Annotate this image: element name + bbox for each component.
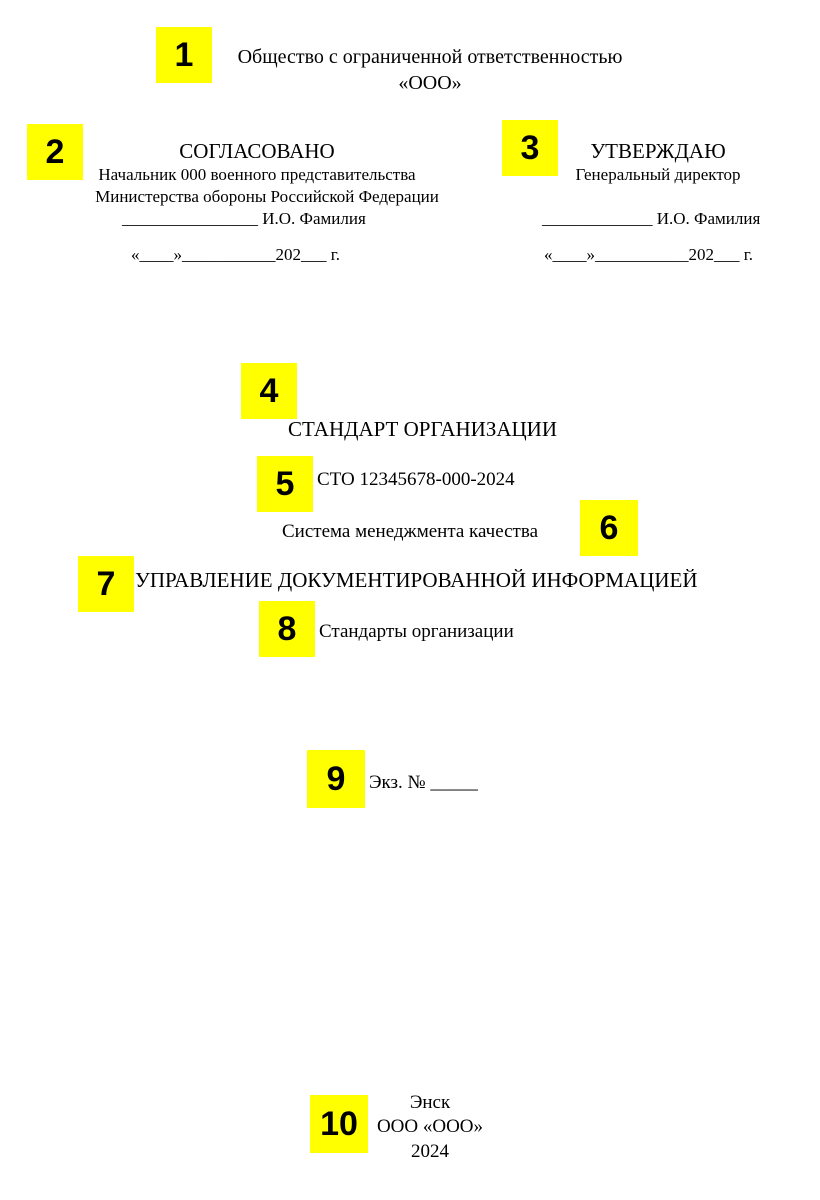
marker-2: 2 <box>27 124 83 180</box>
organization-name: Общество с ограниченной ответственностью <box>237 46 623 68</box>
marker-3: 3 <box>502 120 558 176</box>
marker-5: 5 <box>257 456 313 512</box>
approval-right-signature: _____________ И.О. Фамилия <box>542 209 761 228</box>
marker-1: 1 <box>156 27 212 83</box>
approval-left-position-line1: Начальник 000 военного представительства <box>98 165 416 184</box>
document-code: СТО 12345678-000-2024 <box>317 469 515 490</box>
marker-9: 9 <box>307 750 365 808</box>
approval-left-signature: ________________ И.О. Фамилия <box>122 209 366 228</box>
copy-number: Экз. № _____ <box>369 772 478 793</box>
marker-4: 4 <box>241 363 297 419</box>
approval-right-title: УТВЕРЖДАЮ <box>590 139 726 163</box>
marker-8: 8 <box>259 601 315 657</box>
approval-right-date: «____»___________202___ г. <box>544 245 754 264</box>
approval-left-title: СОГЛАСОВАНО <box>179 139 335 163</box>
document-system: Система менеджмента качества <box>282 521 538 542</box>
footer-organization: ООО «ООО» <box>376 1116 484 1137</box>
document-type: СТАНДАРТ ОРГАНИЗАЦИИ <box>288 417 558 441</box>
marker-7: 7 <box>78 556 134 612</box>
approval-left-date: «____»___________202___ г. <box>131 245 341 264</box>
approval-left-position-line2: Министерства обороны Российской Федерации <box>95 187 439 206</box>
document-title: УПРАВЛЕНИЕ ДОКУМЕНТИРОВАННОЙ ИНФОРМАЦИЕЙ <box>135 568 698 592</box>
organization-short-name: «ООО» <box>398 72 462 94</box>
marker-10: 10 <box>310 1095 368 1153</box>
document-subtitle: Стандарты организации <box>319 621 514 642</box>
footer-city: Энск <box>409 1092 451 1113</box>
approval-right-position: Генеральный директор <box>575 165 741 184</box>
marker-6: 6 <box>580 500 638 556</box>
footer-year: 2024 <box>411 1141 449 1162</box>
